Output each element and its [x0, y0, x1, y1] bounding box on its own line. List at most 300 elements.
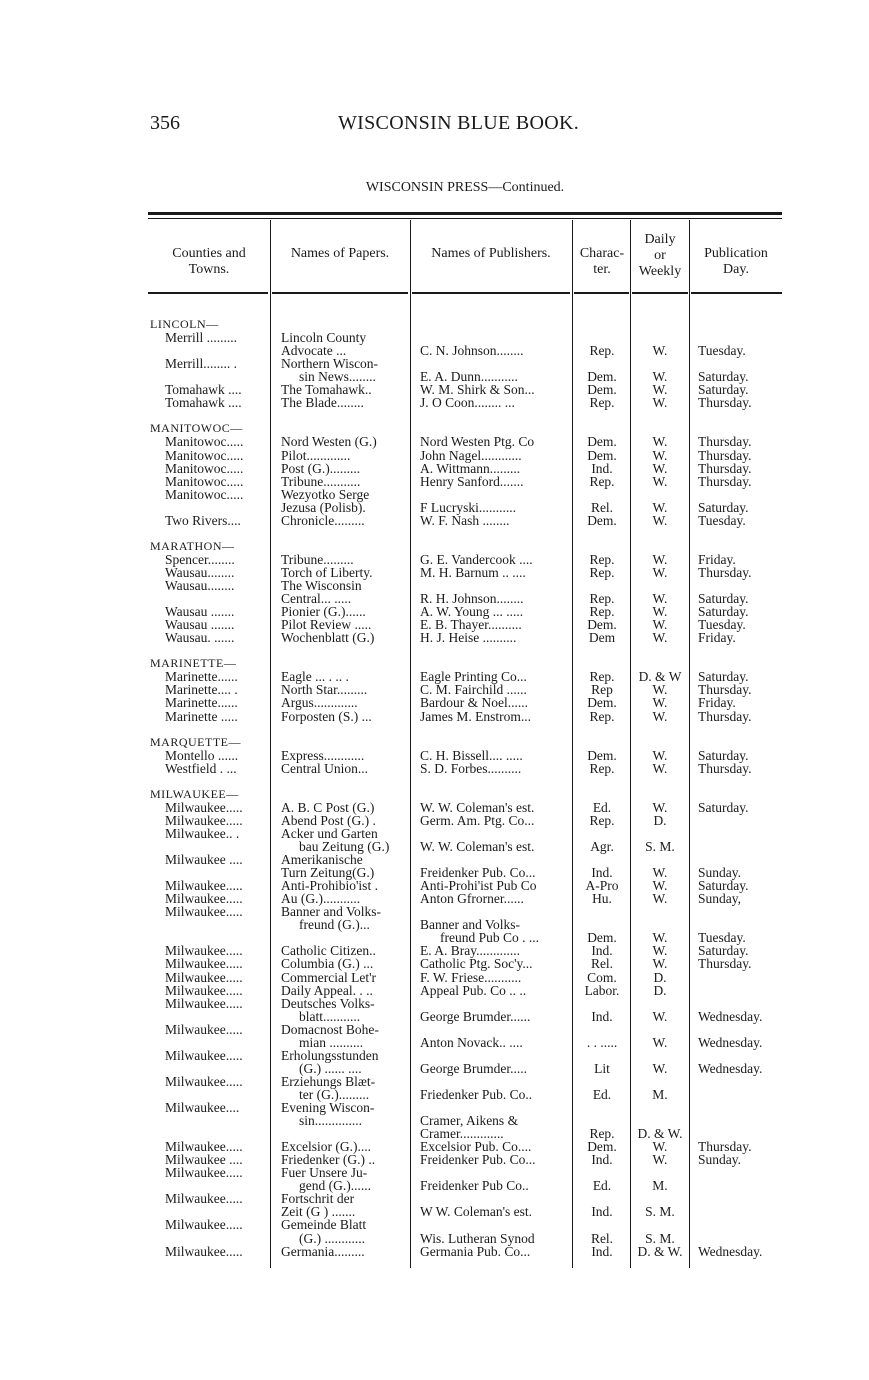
character-cell: Rep [591, 682, 613, 698]
frequency-cell: W. [652, 799, 668, 815]
publication-day-cell: Thursday. [698, 956, 752, 972]
publication-day-cell: Sunday, [698, 891, 741, 907]
publisher-cell: W. M. Shirk & Son... [420, 382, 535, 398]
character-cell: Ed. [592, 1086, 612, 1102]
character-cell: Dem. [587, 747, 617, 763]
character-cell: Ed. [592, 1178, 612, 1194]
character-cell: Agr. [590, 839, 614, 854]
header-frequency: Daily or Weekly [638, 232, 682, 279]
paper-name-cell: Daily Appeal. . .. [281, 982, 373, 998]
character-cell: Rep. [589, 564, 615, 580]
frequency-cell: W. [652, 1139, 668, 1155]
publication-day-cell: Thursday. [698, 447, 752, 463]
county-town-cell: Milwaukee..... [165, 969, 243, 985]
header-rule [574, 292, 629, 294]
top-rule-thin [148, 218, 782, 219]
character-cell: Dem. [587, 617, 617, 633]
publisher-cell: W. F. Nash ........ [420, 512, 510, 528]
running-head: WISCONSIN BLUE BOOK. [338, 112, 579, 134]
character-cell: Dem. [587, 930, 617, 946]
frequency-cell: W. [652, 1152, 668, 1168]
county-town-cell: Manitowoc..... [165, 486, 244, 502]
frequency-cell: D. & W. [637, 1243, 683, 1259]
character-cell: Dem. [587, 447, 617, 463]
paper-name-cell: Turn Zeitung(G.) [281, 865, 375, 881]
paper-name-cell: Anti-Prohibio'ist . [281, 878, 378, 894]
frequency-cell: W. [652, 708, 668, 724]
publication-day-cell: Tuesday. [698, 343, 746, 359]
county-town-cell: Marinette ..... [165, 708, 238, 724]
publication-day-cell: Saturday. [698, 878, 749, 894]
publication-day-cell: Thursday. [698, 1139, 752, 1155]
frequency-cell: W. [652, 865, 668, 881]
frequency-cell: W. [652, 434, 668, 450]
publication-day-cell: Thursday. [698, 682, 752, 698]
publication-day-cell: Wednesday. [698, 1060, 763, 1076]
character-cell: Lit [594, 1060, 610, 1076]
publication-day-cell: Saturday. [698, 799, 749, 815]
publication-day-cell: Thursday. [698, 460, 752, 476]
frequency-cell: D. [653, 969, 667, 985]
character-cell: Rep. [589, 1126, 615, 1142]
county-town-cell: Milwaukee..... [165, 891, 243, 907]
frequency-cell: W. [652, 395, 668, 411]
county-town-cell: Milwaukee .... [165, 852, 243, 868]
paper-name-cell: (G.) ...... .... [299, 1060, 362, 1076]
county-town-cell: Westfield . ... [165, 760, 237, 776]
publisher-cell: E. B. Thayer.......... [420, 617, 522, 633]
county-town-cell: Milwaukee..... [165, 1047, 243, 1063]
page-number: 356 [150, 112, 180, 134]
paper-name-cell: blatt........... [299, 1008, 361, 1024]
paper-name-cell: Tribune........... [281, 473, 361, 489]
publisher-cell: C. N. Johnson........ [420, 343, 524, 359]
frequency-cell: W. [652, 447, 668, 463]
paper-name-cell: Northern Wiscon- [281, 356, 379, 372]
paper-name-cell: sin.............. [299, 1113, 363, 1129]
paper-name-cell: Erholungsstunden [281, 1047, 379, 1063]
character-cell: Com. [587, 969, 617, 985]
paper-name-cell: Advocate ... [281, 343, 347, 359]
character-cell: Ind. [591, 1243, 613, 1259]
character-cell: Ind. [591, 943, 613, 959]
publisher-cell: G. E. Vandercook .... [420, 551, 533, 567]
publisher-cell: Germania Pub. Co... [420, 1243, 531, 1259]
paper-name-cell: Banner and Volks- [281, 904, 381, 920]
paper-name-cell: Evening Wiscon- [281, 1100, 375, 1115]
publication-day-cell: Sunday. [698, 865, 741, 881]
paper-name-cell: Central... ..... [281, 591, 352, 607]
publication-day-cell: Saturday. [698, 499, 749, 515]
publication-day-cell: Saturday. [698, 382, 749, 398]
paper-name-cell: The Wisconsin [281, 578, 362, 593]
county-town-cell: Milwaukee..... [165, 812, 243, 828]
publication-day-cell: Wednesday. [698, 1008, 763, 1024]
county-town-cell: Milwaukee..... [165, 982, 243, 998]
paper-name-cell: gend (G.)...... [299, 1178, 371, 1194]
paper-name-cell: Domacnost Bohe- [281, 1021, 379, 1037]
publisher-cell: Wis. Lutheran Synod [420, 1230, 535, 1246]
publication-day-cell: Thursday. [698, 564, 752, 580]
character-cell: Dem. [587, 369, 617, 385]
county-town-cell: Marinette...... [165, 669, 238, 685]
header-publishers: Names of Publishers. [431, 246, 551, 261]
publisher-cell: Bardour & Noel...... [420, 695, 528, 711]
paper-name-cell: Catholic Citizen.. [281, 943, 376, 959]
paper-name-cell: Chronicle......... [281, 512, 365, 528]
publisher-cell: W. W. Coleman's est. [420, 799, 535, 815]
paper-name-cell: freund (G.)... [299, 917, 370, 933]
publisher-cell: Appeal Pub. Co .. .. [420, 982, 527, 998]
header-character: Charac- ter. [579, 246, 625, 277]
paper-name-cell: Amerikanische [281, 852, 363, 868]
publication-day-cell: Friday. [698, 551, 736, 567]
county-town-cell: Manitowoc..... [165, 473, 244, 489]
column-divider [689, 220, 690, 1268]
paper-name-cell: Nord Westen (G.) [281, 434, 377, 450]
county-town-cell: Manitowoc..... [165, 460, 244, 476]
paper-name-cell: Fuer Unsere Ju- [281, 1165, 368, 1181]
publisher-cell: Anton Gfrorner...... [420, 891, 524, 907]
character-cell: . . ..... [586, 1034, 618, 1050]
publisher-cell: Nord Westen Ptg. Co [420, 434, 535, 450]
publisher-cell: C. M. Fairchild ...... [420, 682, 527, 698]
paper-name-cell: Fortschrit der [281, 1191, 355, 1207]
paper-name-cell: Express............ [281, 747, 365, 763]
county-heading: MARINETTE— [150, 656, 237, 671]
paper-name-cell: Forposten (S.) ... [281, 708, 372, 724]
paper-name-cell: Excelsior (G.).... [281, 1139, 371, 1155]
paper-name-cell: sin News........ [299, 369, 376, 385]
publisher-cell: C. H. Bissell.... ..... [420, 747, 523, 763]
paper-name-cell: Au (G.)........... [281, 891, 361, 907]
paper-name-cell: Abend Post (G.) . [281, 812, 376, 828]
paper-name-cell: Gemeinde Blatt [281, 1217, 367, 1233]
character-cell: Dem. [587, 1139, 617, 1155]
county-town-cell: Milwaukee..... [165, 995, 243, 1011]
paper-name-cell: The Blade........ [281, 395, 364, 411]
character-cell: Rep. [589, 760, 615, 776]
character-cell: Hu. [592, 891, 612, 907]
character-cell: Dem. [587, 382, 617, 398]
county-town-cell: Manitowoc..... [165, 447, 244, 463]
frequency-cell: W. [652, 617, 668, 633]
frequency-cell: W. [652, 460, 668, 476]
publisher-cell: Germ. Am. Ptg. Co... [420, 812, 535, 828]
paper-name-cell: bau Zeitung (G.) [299, 839, 390, 854]
paper-name-cell: Zeit (G ) ....... [281, 1204, 356, 1220]
header-rule [148, 292, 268, 294]
publication-day-cell: Friday. [698, 630, 736, 646]
publisher-cell: E. A. Dunn........... [420, 369, 518, 385]
character-cell: Rep. [589, 812, 615, 828]
header-rule [412, 292, 570, 294]
county-town-cell: Milwaukee..... [165, 1217, 243, 1233]
county-town-cell: Marinette...... [165, 695, 238, 711]
character-cell: Rep. [589, 395, 615, 411]
publication-day-cell: Wednesday. [698, 1034, 763, 1050]
frequency-cell: D. & W [638, 669, 682, 685]
county-town-cell: Milwaukee..... [165, 1139, 243, 1155]
frequency-cell: M. [652, 1086, 668, 1102]
publisher-cell: A. Wittmann......... [420, 460, 521, 476]
paper-name-cell: Pilot Review ..... [281, 617, 372, 633]
publisher-cell: H. J. Heise .......... [420, 630, 517, 646]
county-heading: LINCOLN— [150, 317, 219, 331]
frequency-cell: W. [652, 695, 668, 711]
publisher-cell: Cramer, Aikens & [420, 1113, 519, 1129]
county-town-cell: Milwaukee..... [165, 1021, 243, 1037]
publisher-cell: Freidenker Pub Co.. [420, 1178, 529, 1194]
header-rule [272, 292, 408, 294]
frequency-cell: W. [652, 891, 668, 907]
frequency-cell: W. [652, 930, 668, 946]
publisher-cell: Banner and Volks- [420, 917, 520, 933]
frequency-cell: D. [653, 812, 667, 828]
top-rule-thick [148, 212, 782, 215]
county-town-cell: Milwaukee..... [165, 1191, 243, 1207]
county-town-cell: Marinette.... . [165, 682, 238, 698]
paper-name-cell: Pilot............. [281, 447, 351, 463]
frequency-cell: W. [652, 604, 668, 620]
character-cell: Dem. [587, 512, 617, 528]
frequency-cell: S. M. [645, 839, 675, 854]
paper-name-cell: Friedenker (G.) .. [281, 1152, 376, 1168]
frequency-cell: W. [652, 1060, 668, 1076]
publisher-cell: John Nagel............ [420, 447, 522, 463]
county-town-cell: Milwaukee..... [165, 904, 243, 920]
county-town-cell: Milwaukee.... [165, 1100, 240, 1115]
frequency-cell: M. [652, 1178, 668, 1194]
publisher-cell: W W. Coleman's est. [420, 1204, 533, 1220]
character-cell: Ed. [592, 799, 612, 815]
frequency-cell: W. [652, 499, 668, 515]
publication-day-cell: Saturday. [698, 604, 749, 620]
county-town-cell: Spencer........ [165, 551, 235, 567]
character-cell: Ind. [591, 865, 613, 881]
publication-day-cell: Tuesday. [698, 930, 746, 946]
character-cell: Ind. [591, 1152, 613, 1168]
paper-name-cell: Columbia (G.) ... [281, 956, 374, 972]
publisher-cell: Anti-Prohi'ist Pub Co [420, 878, 537, 894]
publisher-cell: Eagle Printing Co... [420, 669, 527, 685]
paper-name-cell: Deutsches Volks- [281, 995, 375, 1011]
character-cell: Dem [588, 630, 616, 646]
county-heading: MARQUETTE— [150, 734, 241, 749]
header-papers: Names of Papers. [290, 246, 390, 261]
publisher-cell: George Brumder..... [420, 1060, 527, 1076]
character-cell: Rep. [589, 591, 615, 607]
character-cell: Labor. [584, 982, 620, 998]
county-town-cell: Manitowoc..... [165, 434, 244, 450]
publication-day-cell: Saturday. [698, 943, 749, 959]
frequency-cell: W. [652, 591, 668, 607]
frequency-cell: W. [652, 512, 668, 528]
county-heading: MILWAUKEE— [150, 786, 239, 801]
frequency-cell: S. M. [645, 1230, 675, 1246]
county-town-cell: Milwaukee..... [165, 1073, 243, 1089]
frequency-cell: D. [653, 982, 667, 998]
frequency-cell: S. M. [645, 1204, 675, 1220]
publication-day-cell: Tuesday. [698, 617, 746, 633]
publisher-cell: F. W. Friese........... [420, 969, 522, 985]
header-rule [691, 292, 782, 294]
publication-day-cell: Thursday. [698, 473, 752, 489]
frequency-cell: W. [652, 682, 668, 698]
publisher-cell: Freidenker Pub. Co... [420, 865, 536, 881]
paper-name-cell: The Tomahawk.. [281, 382, 372, 398]
publisher-cell: M. H. Barnum .. .... [420, 564, 526, 580]
publisher-cell: Anton Novack.. .... [420, 1034, 523, 1050]
publisher-cell: Friedenker Pub. Co.. [420, 1086, 533, 1102]
header-rule [632, 292, 688, 294]
publication-day-cell: Sunday. [698, 1152, 741, 1168]
publisher-cell: A. W. Young ... ..... [420, 604, 524, 620]
publisher-cell: Excelsior Pub. Co.... [420, 1139, 532, 1155]
publisher-cell: E. A. Bray............. [420, 943, 520, 959]
frequency-cell: W. [652, 369, 668, 385]
publisher-cell: Henry Sanford....... [420, 473, 524, 489]
county-town-cell: Milwaukee..... [165, 956, 243, 972]
frequency-cell: W. [652, 878, 668, 894]
paper-name-cell: Post (G.)......... [281, 460, 361, 476]
paper-name-cell: ter (G.)......... [299, 1086, 370, 1102]
county-heading: MANITOWOC— [150, 421, 243, 436]
publication-day-cell: Thursday. [698, 708, 752, 724]
frequency-cell: W. [652, 473, 668, 489]
publication-day-cell: Friday. [698, 695, 736, 711]
publisher-cell: R. H. Johnson........ [420, 591, 524, 607]
frequency-cell: W. [652, 760, 668, 776]
frequency-cell: W. [652, 551, 668, 567]
frequency-cell: W. [652, 630, 668, 646]
county-town-cell: Merrill ......... [165, 330, 237, 346]
character-cell: Rel. [590, 1230, 614, 1246]
page-header [150, 112, 790, 140]
county-town-cell: Wausau ....... [165, 617, 235, 633]
publication-day-cell: Wednesday. [698, 1243, 763, 1259]
paper-name-cell: Torch of Liberty. [281, 564, 373, 580]
county-town-cell: Tomahawk .... [165, 382, 242, 398]
paper-name-cell: A. B. C Post (G.) [281, 799, 375, 815]
paper-name-cell: mian .......... [299, 1034, 364, 1050]
publisher-cell: Catholic Ptg. Soc'y... [420, 956, 533, 972]
publisher-cell: Cramer............. [420, 1126, 504, 1142]
county-town-cell: Two Rivers.... [165, 512, 241, 528]
frequency-cell: W. [652, 943, 668, 959]
publisher-cell: freund Pub Co . ... [440, 930, 539, 946]
paper-name-cell: Germania......... [281, 1243, 365, 1259]
paper-name-cell: Wezyotko Serge [281, 486, 370, 502]
column-divider [572, 220, 573, 1268]
county-town-cell: Wausau........ [165, 564, 235, 580]
publication-day-cell: Saturday. [698, 369, 749, 385]
county-town-cell: Wausau........ [165, 578, 235, 593]
county-town-cell: Wausau ....... [165, 604, 235, 620]
county-town-cell: Tomahawk .... [165, 395, 242, 411]
column-divider [270, 220, 271, 1268]
publisher-cell: W. W. Coleman's est. [420, 839, 535, 854]
paper-name-cell: Central Union... [281, 760, 368, 776]
county-town-cell: Milwaukee..... [165, 799, 243, 815]
character-cell: Rel. [590, 956, 614, 972]
publisher-cell: Freidenker Pub. Co... [420, 1152, 536, 1168]
paper-name-cell: Wochenblatt (G.) [281, 630, 375, 646]
paper-name-cell: Erziehungs Blæt- [281, 1073, 376, 1089]
county-town-cell: Milwaukee.. . [165, 825, 240, 841]
frequency-cell: W. [652, 956, 668, 972]
frequency-cell: W. [652, 1034, 668, 1050]
frequency-cell: W. [652, 747, 668, 763]
paper-name-cell: Lincoln County [281, 330, 367, 346]
header-counties: Counties and Towns. [172, 246, 246, 277]
publication-day-cell: Thursday. [698, 760, 752, 776]
frequency-cell: W. [652, 1008, 668, 1024]
frequency-cell: W. [652, 343, 668, 359]
character-cell: Rel. [590, 499, 614, 515]
character-cell: Dem. [587, 434, 617, 450]
paper-name-cell: Commercial Let'r [281, 969, 377, 985]
paper-name-cell: North Star......... [281, 682, 368, 698]
publication-day-cell: Thursday. [698, 395, 752, 411]
character-cell: Rep. [589, 343, 615, 359]
county-town-cell: Milwaukee .... [165, 1152, 243, 1168]
publication-day-cell: Tuesday. [698, 512, 746, 528]
county-town-cell: Milwaukee..... [165, 943, 243, 959]
frequency-cell: W. [652, 382, 668, 398]
character-cell: Dem. [587, 695, 617, 711]
county-town-cell: Wausau. ...... [165, 630, 235, 646]
character-cell: Rep. [589, 473, 615, 489]
county-town-cell: Milwaukee..... [165, 1165, 243, 1181]
paper-name-cell: Argus............. [281, 695, 358, 711]
character-cell: Ind. [591, 460, 613, 476]
county-town-cell: Milwaukee..... [165, 1243, 243, 1259]
paper-name-cell: Acker und Garten [281, 825, 378, 841]
publication-day-cell: Saturday. [698, 591, 749, 607]
publication-day-cell: Saturday. [698, 669, 749, 685]
character-cell: Rep. [589, 669, 615, 685]
table-subtitle: WISCONSIN PRESS—Continued. [365, 180, 565, 195]
paper-name-cell: Tribune......... [281, 551, 354, 567]
paper-name-cell: Pionier (G.)...... [281, 604, 366, 620]
publication-day-cell: Saturday. [698, 747, 749, 763]
county-town-cell: Montello ...... [165, 747, 239, 763]
publication-day-cell: Thursday. [698, 434, 752, 450]
frequency-cell: D. & W. [637, 1126, 683, 1142]
paper-name-cell: Jezusa (Polisb). [281, 499, 366, 515]
county-heading: MARATHON— [150, 538, 235, 553]
character-cell: Rep. [589, 708, 615, 724]
county-town-cell: Merrill........ . [165, 356, 237, 372]
column-divider [410, 220, 411, 1268]
character-cell: Ind. [591, 1008, 613, 1024]
character-cell: Rep. [589, 551, 615, 567]
publisher-cell: S. D. Forbes.......... [420, 760, 522, 776]
publisher-cell: J. O Coon........ ... [420, 395, 515, 411]
county-town-cell: Milwaukee..... [165, 878, 243, 894]
publisher-cell: George Brumder...... [420, 1008, 531, 1024]
publisher-cell: James M. Enstrom... [420, 708, 531, 724]
character-cell: Ind. [591, 1204, 613, 1220]
publisher-cell: F Lucryski........... [420, 499, 516, 515]
character-cell: Rep. [589, 604, 615, 620]
paper-name-cell: Eagle ... . .. . [281, 669, 349, 685]
paper-name-cell: (G.) ............ [299, 1230, 365, 1246]
character-cell: A-Pro [585, 878, 619, 894]
frequency-cell: W. [652, 564, 668, 580]
header-day: Publication Day. [704, 246, 768, 277]
